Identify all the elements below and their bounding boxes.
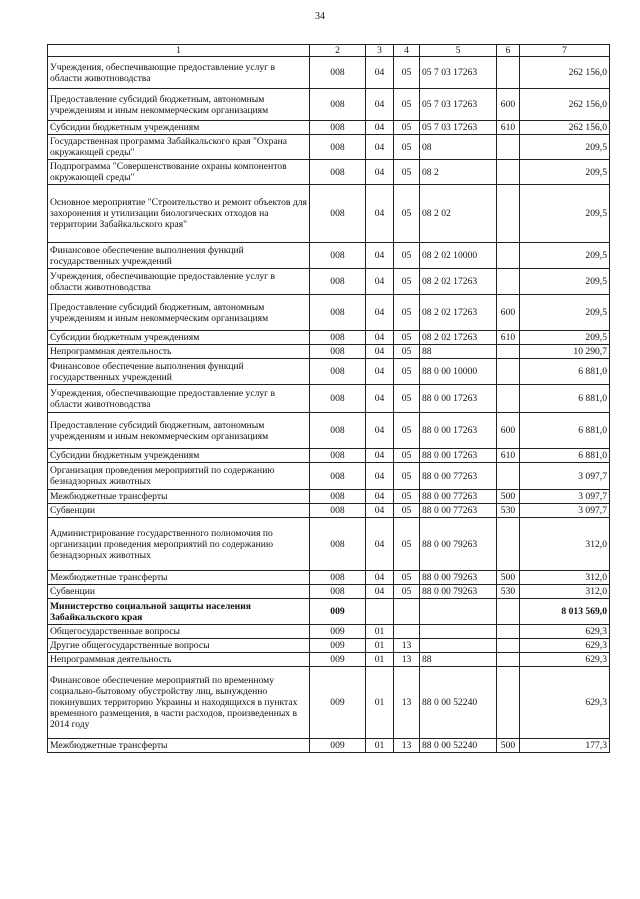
expense-type: 600 [497,89,520,121]
section-code: 01 [366,667,394,739]
amount: 312,0 [520,518,610,571]
subsection-code: 05 [394,385,420,413]
amount: 629,3 [520,667,610,739]
table-row [48,135,610,160]
target-article: 05 7 03 17263 [420,121,497,135]
amount: 262 156,0 [520,121,610,135]
section-code: 01 [366,739,394,753]
subsection-code: 05 [394,490,420,504]
section-code: 01 [366,639,394,653]
ministry-code: 008 [310,504,366,518]
expense-type [497,463,520,490]
table-row [48,243,610,269]
amount: 209,5 [520,135,610,160]
row-name: Субсидии бюджетным учреждениям [48,331,310,345]
ministry-code: 008 [310,463,366,490]
target-article [420,599,497,625]
table-row [48,571,610,585]
target-article: 08 2 [420,160,497,185]
table-row [48,599,610,625]
expense-type [497,135,520,160]
ministry-code: 008 [310,449,366,463]
table-row [48,295,610,331]
table-row [48,490,610,504]
subsection-code: 13 [394,667,420,739]
table-row [48,449,610,463]
section-code: 04 [366,585,394,599]
table-row [48,625,610,639]
row-name: Субвенции [48,504,310,518]
section-code: 04 [366,269,394,295]
expense-type [497,518,520,571]
expense-type [497,599,520,625]
table-row [48,89,610,121]
section-code: 04 [366,518,394,571]
target-article: 08 2 02 17263 [420,331,497,345]
column-header: 5 [420,45,497,57]
subsection-code: 05 [394,243,420,269]
table-row [48,185,610,243]
subsection-code [394,599,420,625]
amount: 209,5 [520,185,610,243]
ministry-code: 008 [310,135,366,160]
row-name: Другие общегосударственные вопросы [48,639,310,653]
target-article: 88 0 00 79263 [420,518,497,571]
ministry-code: 009 [310,625,366,639]
subsection-code: 05 [394,89,420,121]
ministry-code: 009 [310,599,366,625]
row-name: Непрограммная деятельность [48,345,310,359]
expense-type: 530 [497,585,520,599]
row-name: Учреждения, обеспечивающие предоставление услуг в области животноводства [48,269,310,295]
amount: 262 156,0 [520,89,610,121]
expense-type: 530 [497,504,520,518]
section-code: 04 [366,385,394,413]
ministry-code: 008 [310,121,366,135]
column-header: 6 [497,45,520,57]
expense-type [497,625,520,639]
target-article: 88 0 00 77263 [420,504,497,518]
row-name: Администрирование государственного полномочия по организации проведения мероприятий по содержанию безнадзорных животных [48,518,310,571]
subsection-code: 05 [394,359,420,385]
table-row [48,463,610,490]
budget-table [47,44,610,753]
amount: 8 013 569,0 [520,599,610,625]
target-article: 88 0 00 10000 [420,359,497,385]
target-article: 08 2 02 10000 [420,243,497,269]
ministry-code: 008 [310,185,366,243]
table-row [48,359,610,385]
amount: 209,5 [520,243,610,269]
section-code: 04 [366,490,394,504]
table-row [48,121,610,135]
ministry-code: 008 [310,345,366,359]
table-row [48,504,610,518]
table-row [48,518,610,571]
subsection-code: 05 [394,57,420,89]
row-name: Организация проведения мероприятий по содержанию безнадзорных животных [48,463,310,490]
target-article: 08 2 02 17263 [420,295,497,331]
ministry-code: 009 [310,653,366,667]
subsection-code: 05 [394,345,420,359]
row-name: Общегосударственные вопросы [48,625,310,639]
subsection-code: 13 [394,739,420,753]
table-row [48,331,610,345]
subsection-code: 05 [394,449,420,463]
row-name: Субсидии бюджетным учреждениям [48,121,310,135]
section-code: 04 [366,185,394,243]
section-code: 04 [366,571,394,585]
column-header: 3 [366,45,394,57]
subsection-code: 05 [394,185,420,243]
row-name: Предоставление субсидий бюджетным, автономным учреждениям и иным некоммерческим организациям [48,413,310,449]
amount: 6 881,0 [520,385,610,413]
page-number: 34 [315,11,325,22]
target-article: 88 [420,345,497,359]
column-header: 4 [394,45,420,57]
section-code: 01 [366,625,394,639]
expense-type: 610 [497,121,520,135]
target-article [420,639,497,653]
section-code: 04 [366,331,394,345]
row-name: Непрограммная деятельность [48,653,310,667]
amount: 629,3 [520,653,610,667]
amount: 177,3 [520,739,610,753]
expense-type: 610 [497,449,520,463]
amount: 6 881,0 [520,359,610,385]
ministry-code: 008 [310,160,366,185]
table-row [48,739,610,753]
table-row [48,385,610,413]
ministry-code: 009 [310,667,366,739]
expense-type [497,160,520,185]
column-header: 7 [520,45,610,57]
ministry-code: 008 [310,413,366,449]
subsection-code: 05 [394,571,420,585]
expense-type: 600 [497,413,520,449]
subsection-code: 05 [394,331,420,345]
expense-type: 610 [497,331,520,345]
section-code: 04 [366,135,394,160]
target-article: 88 0 00 79263 [420,585,497,599]
target-article [420,625,497,639]
subsection-code: 05 [394,135,420,160]
row-name: Межбюджетные трансферты [48,490,310,504]
target-article: 88 0 00 52240 [420,667,497,739]
subsection-code: 05 [394,504,420,518]
target-article: 05 7 03 17263 [420,57,497,89]
amount: 209,5 [520,331,610,345]
ministry-code: 008 [310,490,366,504]
section-code: 04 [366,359,394,385]
target-article: 88 0 00 17263 [420,413,497,449]
subsection-code: 05 [394,160,420,185]
header-row [48,45,610,57]
table-row [48,639,610,653]
ministry-code: 008 [310,331,366,345]
subsection-code: 05 [394,269,420,295]
row-name: Межбюджетные трансферты [48,571,310,585]
expense-type: 600 [497,295,520,331]
ministry-code: 008 [310,89,366,121]
ministry-code: 008 [310,269,366,295]
row-name: Субвенции [48,585,310,599]
amount: 6 881,0 [520,449,610,463]
amount: 3 097,7 [520,504,610,518]
section-code: 04 [366,121,394,135]
ministry-code: 009 [310,739,366,753]
row-name: Учреждения, обеспечивающие предоставление услуг в области животноводства [48,385,310,413]
amount: 6 881,0 [520,413,610,449]
section-code: 04 [366,160,394,185]
amount: 312,0 [520,571,610,585]
expense-type [497,639,520,653]
target-article: 08 2 02 [420,185,497,243]
ministry-code: 008 [310,243,366,269]
expense-type [497,385,520,413]
amount: 209,5 [520,160,610,185]
section-code: 04 [366,295,394,331]
subsection-code: 05 [394,121,420,135]
row-name: Учреждения, обеспечивающие предоставление услуг в области животноводства [48,57,310,89]
row-name: Министерство социальной защиты населения Забайкальского края [48,599,310,625]
amount: 3 097,7 [520,463,610,490]
expense-type [497,345,520,359]
subsection-code: 05 [394,295,420,331]
row-name: Государственная программа Забайкальского края "Охрана окружающей среды" [48,135,310,160]
section-code: 04 [366,463,394,490]
table-row [48,653,610,667]
table-row [48,269,610,295]
target-article: 88 0 00 79263 [420,571,497,585]
section-code: 01 [366,653,394,667]
subsection-code: 05 [394,585,420,599]
row-name: Финансовое обеспечение мероприятий по временному социально-бытовому обустройству лиц, вынужденно покинувших территорию Украины и находящихся в пунктах временного размещения, в части расходов, произведенных в 2014 году [48,667,310,739]
row-name: Предоставление субсидий бюджетным, автономным учреждениям и иным некоммерческим организациям [48,89,310,121]
target-article: 08 [420,135,497,160]
subsection-code: 13 [394,639,420,653]
ministry-code: 008 [310,295,366,331]
subsection-code [394,625,420,639]
amount: 209,5 [520,269,610,295]
target-article: 88 0 00 77263 [420,490,497,504]
target-article: 88 0 00 17263 [420,385,497,413]
ministry-code: 009 [310,639,366,653]
target-article: 88 0 00 52240 [420,739,497,753]
expense-type [497,185,520,243]
table-row [48,585,610,599]
ministry-code: 008 [310,585,366,599]
subsection-code: 05 [394,413,420,449]
section-code: 04 [366,57,394,89]
amount: 10 290,7 [520,345,610,359]
row-name: Финансовое обеспечение выполнения функций государственных учреждений [48,359,310,385]
row-name: Предоставление субсидий бюджетным, автономным учреждениям и иным некоммерческим организациям [48,295,310,331]
row-name: Финансовое обеспечение выполнения функций государственных учреждений [48,243,310,269]
column-header: 1 [48,45,310,57]
ministry-code: 008 [310,571,366,585]
ministry-code: 008 [310,359,366,385]
section-code: 04 [366,413,394,449]
subsection-code: 05 [394,463,420,490]
section-code: 04 [366,345,394,359]
ministry-code: 008 [310,385,366,413]
expense-type [497,269,520,295]
expense-type: 500 [497,739,520,753]
amount: 3 097,7 [520,490,610,504]
amount: 262 156,0 [520,57,610,89]
amount: 209,5 [520,295,610,331]
table-row [48,345,610,359]
row-name: Основное мероприятие "Строительство и ремонт объектов для захоронения и утилизации биологических отходов на территории Забайкальского края" [48,185,310,243]
expense-type [497,653,520,667]
ministry-code: 008 [310,518,366,571]
target-article: 08 2 02 17263 [420,269,497,295]
section-code: 04 [366,449,394,463]
target-article: 05 7 03 17263 [420,89,497,121]
target-article: 88 0 00 17263 [420,449,497,463]
section-code: 04 [366,89,394,121]
section-code [366,599,394,625]
expense-type: 500 [497,571,520,585]
target-article: 88 [420,653,497,667]
row-name: Подпрограмма "Совершенствование охраны компонентов окружающей среды" [48,160,310,185]
target-article: 88 0 00 77263 [420,463,497,490]
table-row [48,413,610,449]
expense-type [497,57,520,89]
amount: 629,3 [520,625,610,639]
amount: 629,3 [520,639,610,653]
table-row [48,667,610,739]
ministry-code: 008 [310,57,366,89]
section-code: 04 [366,504,394,518]
expense-type [497,359,520,385]
row-name: Межбюджетные трансферты [48,739,310,753]
expense-type: 500 [497,490,520,504]
subsection-code: 13 [394,653,420,667]
expense-type [497,243,520,269]
column-header: 2 [310,45,366,57]
expense-type [497,667,520,739]
section-code: 04 [366,243,394,269]
amount: 312,0 [520,585,610,599]
table-row [48,57,610,89]
subsection-code: 05 [394,518,420,571]
table-row [48,160,610,185]
row-name: Субсидии бюджетным учреждениям [48,449,310,463]
